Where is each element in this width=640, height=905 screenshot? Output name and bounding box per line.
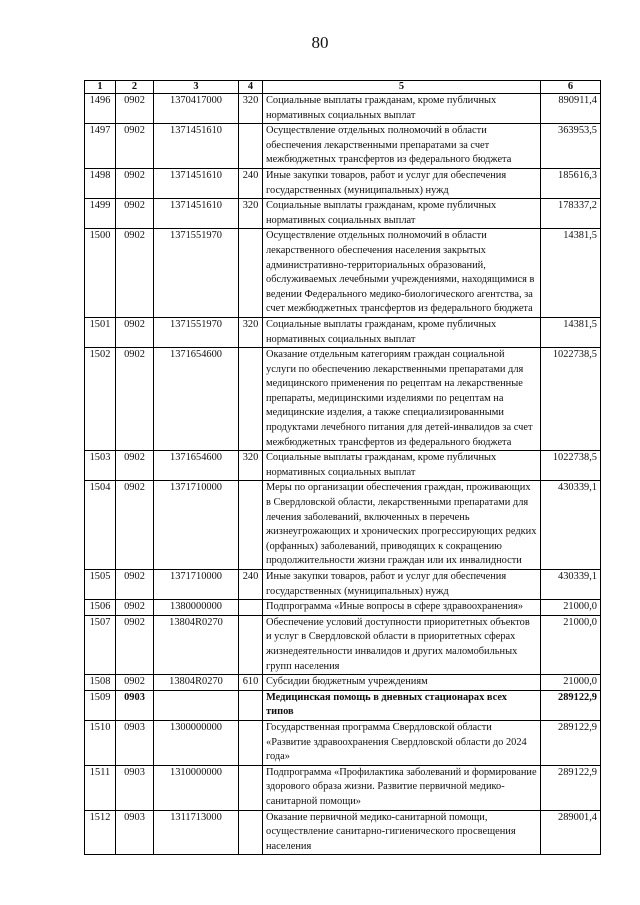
target-article-code: 13804R0270 (154, 615, 239, 674)
table-row (85, 451, 601, 481)
amount: 890911,4 (541, 94, 601, 124)
amount: 289122,9 (541, 720, 601, 765)
budget-table (84, 80, 601, 855)
item-name: Субсидии бюджетным учреждениям (263, 675, 541, 691)
target-article-code: 1371451610 (154, 199, 239, 229)
row-number: 1496 (85, 94, 116, 124)
row-number: 1511 (85, 765, 116, 810)
table-row (85, 615, 601, 674)
amount: 1022738,5 (541, 451, 601, 481)
row-number: 1502 (85, 348, 116, 451)
item-name: Осуществление отдельных полномочий в области лекарственного обеспечения населения закрытых административно-территориальных образований, обслуживаемых лечебными учреждениями, находящимися в ведении Федерального медико-биологического агентства, за счет межбюджетных трансфертов из федерального бюджета (263, 229, 541, 318)
target-article-code: 1300000000 (154, 720, 239, 765)
header-row (85, 81, 601, 94)
row-number: 1507 (85, 615, 116, 674)
section-code: 0903 (116, 810, 154, 855)
target-article-code: 1371710000 (154, 481, 239, 570)
section-code: 0902 (116, 317, 154, 347)
expense-type-code (239, 615, 263, 674)
section-code: 0902 (116, 451, 154, 481)
item-name: Меры по организации обеспечения граждан, проживающих в Свердловской области, лекарственными препаратами для лечения заболеваний, включенных в перечень жизнеугрожающих и хронических прогрессирующих редких (орфанных) заболеваний, приводящих к сокращению продолжительности жизни граждан или их инвалидности (263, 481, 541, 570)
table-row (85, 810, 601, 855)
item-name: Осуществление отдельных полномочий в области обеспечения лекарственными препаратами за счет межбюджетных трансфертов из федерального бюджета (263, 124, 541, 169)
expense-type-code (239, 124, 263, 169)
expense-type-code: 610 (239, 675, 263, 691)
item-name: Социальные выплаты гражданам, кроме публичных нормативных социальных выплат (263, 94, 541, 124)
column-header: 4 (239, 81, 263, 94)
section-code: 0902 (116, 229, 154, 318)
amount: 1022738,5 (541, 348, 601, 451)
row-number: 1501 (85, 317, 116, 347)
section-code: 0902 (116, 481, 154, 570)
row-number: 1499 (85, 199, 116, 229)
expense-type-code: 320 (239, 94, 263, 124)
amount: 289001,4 (541, 810, 601, 855)
target-article-code: 1371551970 (154, 317, 239, 347)
amount: 363953,5 (541, 124, 601, 169)
expense-type-code: 320 (239, 317, 263, 347)
row-number: 1506 (85, 600, 116, 616)
expense-type-code (239, 720, 263, 765)
item-name: Социальные выплаты гражданам, кроме публичных нормативных социальных выплат (263, 199, 541, 229)
target-article-code: 1370417000 (154, 94, 239, 124)
expense-type-code (239, 348, 263, 451)
section-code: 0902 (116, 348, 154, 451)
amount: 14381,5 (541, 229, 601, 318)
amount: 21000,0 (541, 675, 601, 691)
section-code: 0902 (116, 615, 154, 674)
row-number: 1505 (85, 570, 116, 600)
target-article-code: 1371710000 (154, 570, 239, 600)
table-row (85, 481, 601, 570)
item-name: Подпрограмма «Иные вопросы в сфере здравоохранения» (263, 600, 541, 616)
expense-type-code (239, 229, 263, 318)
target-article-code: 1311713000 (154, 810, 239, 855)
column-header: 5 (263, 81, 541, 94)
item-name: Медицинская помощь в дневных стационарах всех типов (263, 690, 541, 720)
target-article-code: 13804R0270 (154, 675, 239, 691)
expense-type-code (239, 765, 263, 810)
table-row (85, 675, 601, 691)
table-row (85, 168, 601, 198)
row-number: 1498 (85, 168, 116, 198)
expense-type-code: 240 (239, 570, 263, 600)
expense-type-code (239, 810, 263, 855)
item-name: Оказание первичной медико-санитарной помощи, осуществление санитарно-гигиенического просвещения населения (263, 810, 541, 855)
amount: 289122,9 (541, 765, 601, 810)
table-row (85, 199, 601, 229)
section-code: 0903 (116, 690, 154, 720)
table-row (85, 570, 601, 600)
target-article-code (154, 690, 239, 720)
table-row (85, 229, 601, 318)
target-article-code: 1371551970 (154, 229, 239, 318)
table-row (85, 348, 601, 451)
section-code: 0902 (116, 168, 154, 198)
amount: 178337,2 (541, 199, 601, 229)
expense-type-code: 320 (239, 451, 263, 481)
section-code: 0902 (116, 124, 154, 169)
expense-type-code: 320 (239, 199, 263, 229)
column-header: 1 (85, 81, 116, 94)
amount: 430339,1 (541, 481, 601, 570)
item-name: Государственная программа Свердловской области «Развитие здравоохранения Свердловской области до 2024 года» (263, 720, 541, 765)
expense-type-code (239, 690, 263, 720)
amount: 21000,0 (541, 615, 601, 674)
target-article-code: 1371451610 (154, 124, 239, 169)
target-article-code: 1371654600 (154, 451, 239, 481)
row-number: 1509 (85, 690, 116, 720)
item-name: Социальные выплаты гражданам, кроме публичных нормативных социальных выплат (263, 317, 541, 347)
row-number: 1500 (85, 229, 116, 318)
page-number: 80 (311, 33, 329, 52)
item-name: Оказание отдельным категориям граждан социальной услуги по обеспечению лекарственными препаратами для медицинского применения по рецептам на лекарственные препараты, медицинскими изделиями по рецептам на медицинские изделия, а также специализированными продуктами лечебного питания для детей-инвалидов за счет межбюджетных трансфертов из федерального бюджета (263, 348, 541, 451)
amount: 185616,3 (541, 168, 601, 198)
expense-type-code: 240 (239, 168, 263, 198)
amount: 21000,0 (541, 600, 601, 616)
amount: 289122,9 (541, 690, 601, 720)
expense-type-code (239, 600, 263, 616)
target-article-code: 1371451610 (154, 168, 239, 198)
item-name: Подпрограмма «Профилактика заболеваний и формирование здорового образа жизни. Развитие первичной медико-санитарной помощи» (263, 765, 541, 810)
column-header: 2 (116, 81, 154, 94)
expense-type-code (239, 481, 263, 570)
table-row (85, 94, 601, 124)
item-name: Иные закупки товаров, работ и услуг для обеспечения государственных (муниципальных) нужд (263, 168, 541, 198)
row-number: 1503 (85, 451, 116, 481)
row-number: 1508 (85, 675, 116, 691)
table-row (85, 600, 601, 616)
item-name: Обеспечение условий доступности приоритетных объектов и услуг в Свердловской области в приоритетных сферах жизнедеятельности инвалидов и других маломобильных групп населения (263, 615, 541, 674)
table-row (85, 720, 601, 765)
item-name: Социальные выплаты гражданам, кроме публичных нормативных социальных выплат (263, 451, 541, 481)
column-header: 3 (154, 81, 239, 94)
amount: 14381,5 (541, 317, 601, 347)
target-article-code: 1380000000 (154, 600, 239, 616)
table-row (85, 690, 601, 720)
table-row (85, 317, 601, 347)
row-number: 1497 (85, 124, 116, 169)
section-code: 0902 (116, 199, 154, 229)
row-number: 1512 (85, 810, 116, 855)
section-code: 0903 (116, 765, 154, 810)
table-row (85, 124, 601, 169)
row-number: 1510 (85, 720, 116, 765)
section-code: 0902 (116, 570, 154, 600)
item-name: Иные закупки товаров, работ и услуг для обеспечения государственных (муниципальных) нужд (263, 570, 541, 600)
table-row (85, 765, 601, 810)
section-code: 0902 (116, 600, 154, 616)
section-code: 0903 (116, 720, 154, 765)
target-article-code: 1371654600 (154, 348, 239, 451)
section-code: 0902 (116, 94, 154, 124)
column-header: 6 (541, 81, 601, 94)
amount: 430339,1 (541, 570, 601, 600)
target-article-code: 1310000000 (154, 765, 239, 810)
row-number: 1504 (85, 481, 116, 570)
section-code: 0902 (116, 675, 154, 691)
